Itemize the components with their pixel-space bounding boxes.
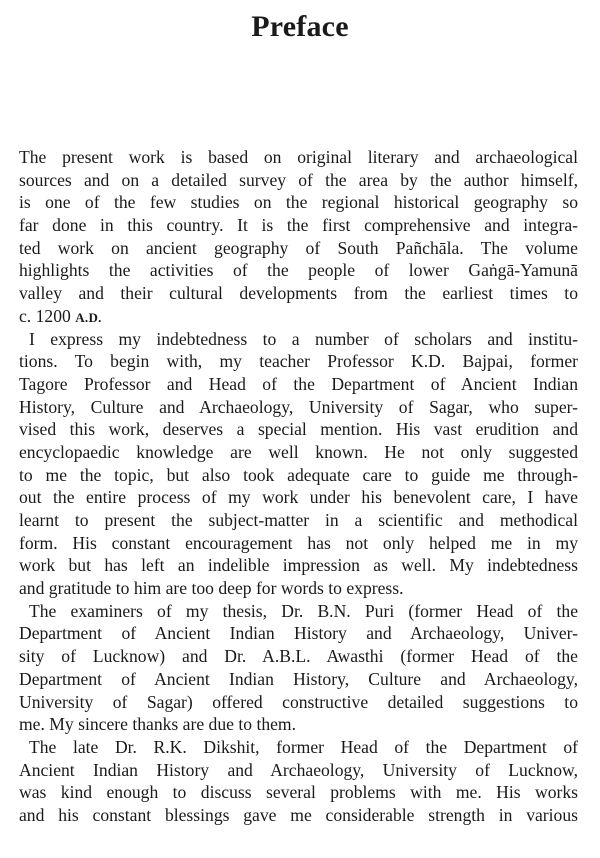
text-line: tions. To begin with, my teacher Professor K.D. Bajpai, former [19, 351, 578, 372]
text-line: sources and on a detailed survey of the area by the author himself, [19, 169, 578, 190]
text-line: Tagore Professor and Head of the Department of Ancient Indian [19, 373, 578, 394]
text-line: out the entire process of my work under his benevolent care, I have [19, 487, 578, 508]
paragraph-3 [19, 600, 578, 736]
text-line: Department of Ancient Indian History, Culture and Archaeology, [19, 668, 578, 689]
text-line: vised this work, deserves a special mention. His vast erudition and [19, 419, 578, 440]
text-line: History, Culture and Archaeology, University of Sagar, who super- [19, 396, 578, 417]
text-line: Department of Ancient Indian History and Archaeology, Univer- [19, 623, 578, 644]
text-line: me. My sincere thanks are due to them. [19, 714, 297, 735]
text-line: The present work is based on original literary and archaeological [19, 147, 578, 167]
text-line: and gratitude to him are too deep for words to express. [19, 578, 404, 599]
text-line: Ancient Indian History and Archaeology, University of Lucknow, [19, 759, 578, 780]
text-line: highlights the activities of the people of lower Gaṅgā-Yamunā [19, 260, 578, 281]
text-line: and his constant blessings gave me considerable strength in various [19, 804, 578, 825]
paragraph-2 [19, 328, 578, 600]
text-line: I express my indebtedness to a number of scholars and institu- [29, 328, 578, 349]
era-abbreviation: A.D. [75, 309, 102, 325]
text-line: learnt to present the subject-matter in a scientific and methodical [19, 510, 578, 530]
text-line: to me the topic, but also took adequate care to guide me through- [19, 464, 578, 485]
date-text: c. 1200 [19, 305, 71, 326]
text-line: The late Dr. R.K. Dikshit, former Head of the Department of [29, 736, 578, 757]
text-line: University of Sagar) offered constructive detailed suggestions to [19, 691, 578, 712]
text-line: was kind enough to discuss several problems with me. His works [19, 782, 578, 803]
text-line: The examiners of my thesis, Dr. B.N. Puri (former Head of the [29, 600, 578, 621]
paragraph-1 [19, 146, 578, 328]
text-line: form. His constant encouragement has not only helped me in my [19, 532, 578, 553]
text-line: ted work on ancient geography of South Pañchāla. The volume [19, 237, 578, 258]
text-line: work but has left an indelible impression as well. My indebtedness [19, 555, 578, 576]
text-line: encyclopaedic knowledge are well known. He not only suggested [19, 441, 578, 462]
text-line: far done in this country. It is the first comprehensive and integra- [19, 215, 578, 236]
text-line: is one of the few studies on the regional historical geography so [19, 192, 578, 213]
paragraph-4 [19, 736, 578, 827]
text-line: sity of Lucknow) and Dr. A.B.L. Awasthi (former Head of the [19, 646, 578, 667]
text-line: valley and their cultural developments from the earliest times to [19, 283, 578, 304]
preface-body [19, 146, 578, 827]
text-line [19, 305, 578, 328]
page-title: Preface [251, 10, 349, 43]
